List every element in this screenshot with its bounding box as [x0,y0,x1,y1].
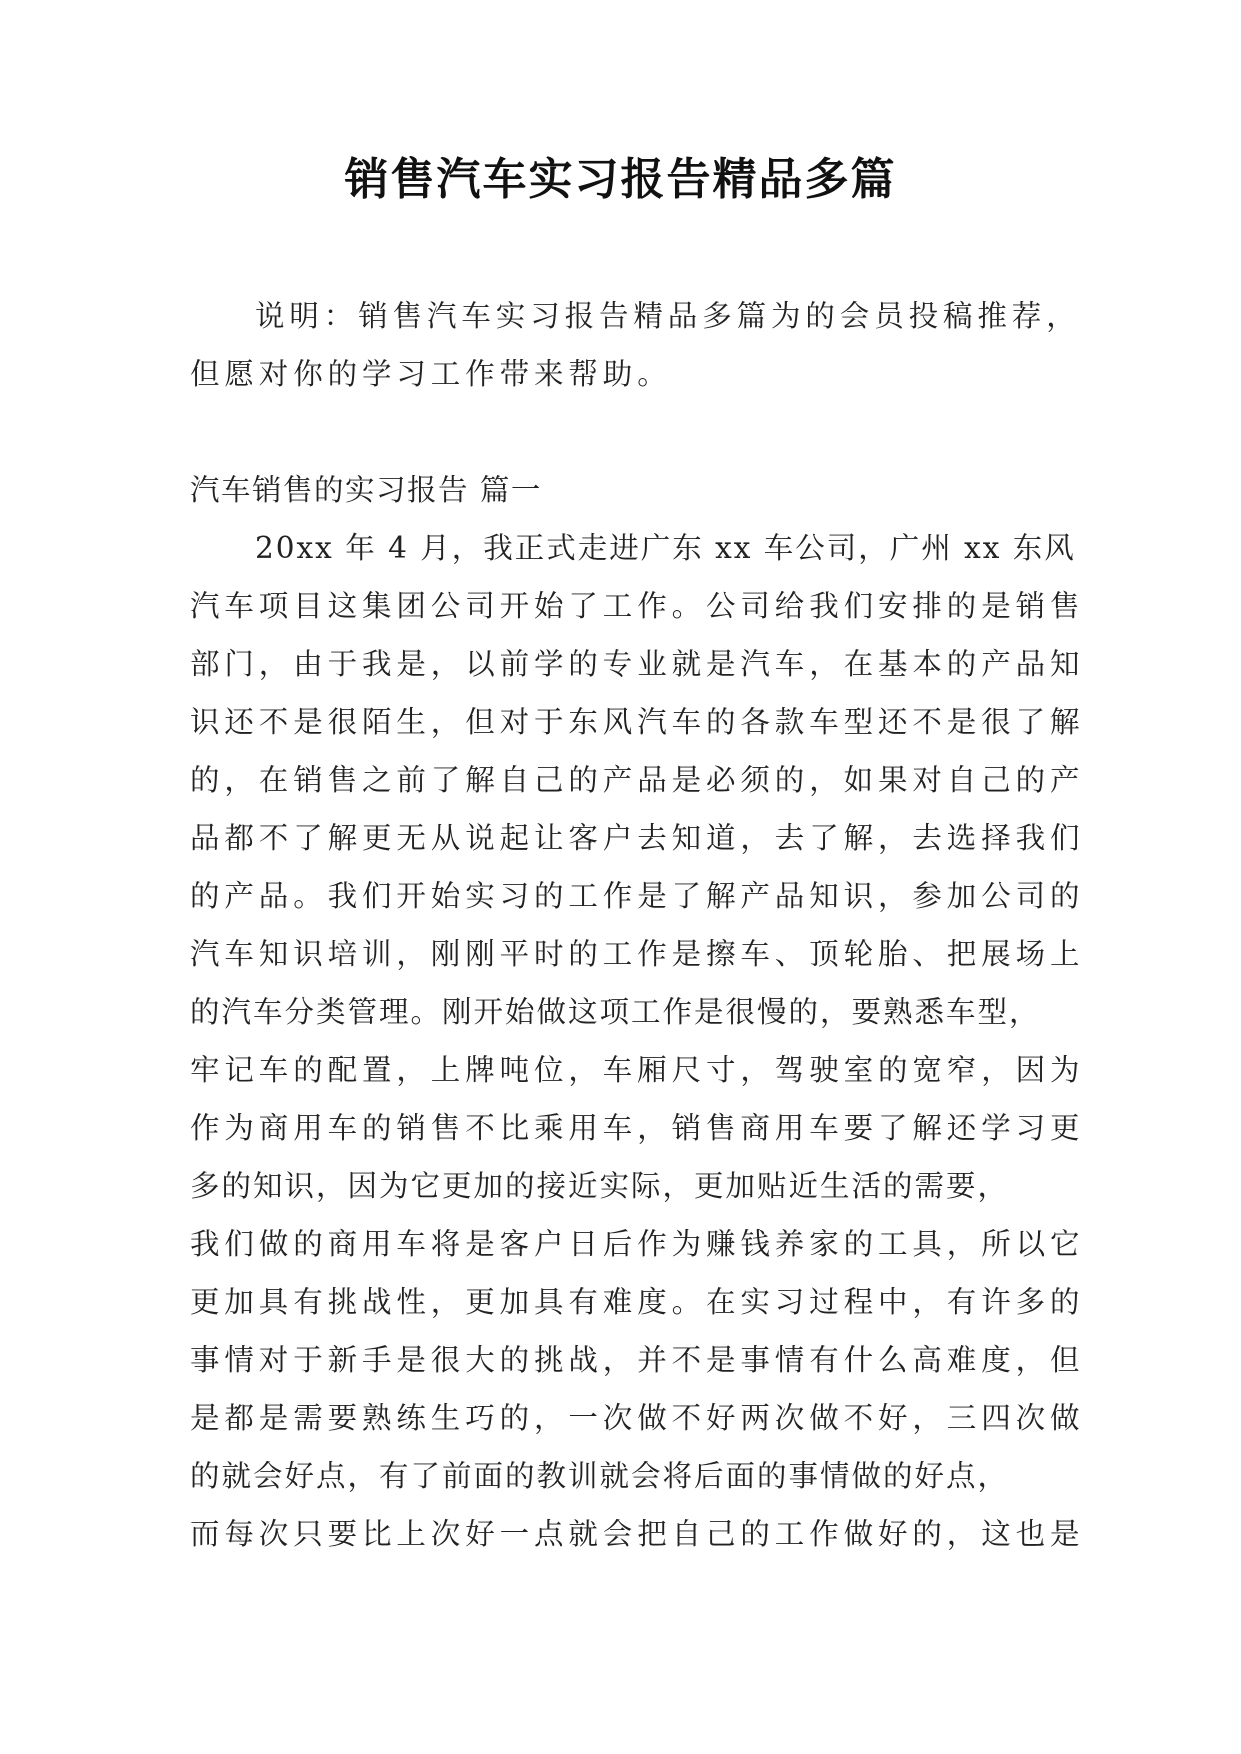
paragraph-line: 识还不是很陌生，但对于东风汽车的各款车型还不是很了解 [190,705,1085,739]
paragraph-line: 部门，由于我是，以前学的专业就是汽车，在基本的产品知 [190,647,1085,681]
paragraph-line: 汽车项目这集团公司开始了工作。公司给我们安排的是销售 [190,589,1085,623]
note-line: 但愿对你的学习工作带来帮助。 [190,357,672,391]
note-paragraph [190,287,1081,403]
section-one [190,461,1085,1563]
paragraph-line: 汽车知识培训，刚刚平时的工作是擦车、顶轮胎、把展场上 [190,937,1085,971]
paragraph-line: 是都是需要熟练生巧的，一次做不好两次做不好，三四次做 [190,1401,1085,1435]
paragraph-line: 的汽车分类管理。刚开始做这项工作是很慢的，要熟悉车型， [190,995,1041,1029]
paragraph-line: 事情对于新手是很大的挑战，并不是事情有什么高难度，但 [190,1343,1085,1377]
paragraph-line: 而每次只要比上次好一点就会把自己的工作做好的，这也是 [190,1517,1085,1551]
paragraph-line: 作为商用车的销售不比乘用车，销售商用车要了解还学习更 [190,1111,1085,1145]
paragraph-line: 多的知识，因为它更加的接近实际，更加贴近生活的需要， [190,1169,1010,1203]
paragraph-line: 的就会好点，有了前面的教训就会将后面的事情做的好点， [190,1459,1010,1493]
paragraph-line: 更加具有挑战性，更加具有难度。在实习过程中，有许多的 [190,1285,1085,1319]
paragraph-line: 品都不了解更无从说起让客户去知道，去了解，去选择我们 [190,821,1085,855]
paragraph-line: 的，在销售之前了解自己的产品是必须的，如果对自己的产 [190,763,1085,797]
paragraph-line: 20xx 年 4 月，我正式走进广东 xx 车公司，广州 xx 东风 [255,531,1076,565]
document-title: 销售汽车实习报告精品多篇 [344,154,897,205]
note-line: 说明：销售汽车实习报告精品多篇为的会员投稿推荐， [255,299,1081,333]
paragraph-line: 我们做的商用车将是客户日后作为赚钱养家的工具，所以它 [190,1227,1085,1261]
section-heading: 汽车销售的实习报告 篇一 [190,473,542,507]
paragraph-line: 的产品。我们开始实习的工作是了解产品知识，参加公司的 [190,879,1085,913]
paragraph-line: 牢记车的配置，上牌吨位，车厢尺寸，驾驶室的宽窄，因为 [190,1053,1085,1087]
